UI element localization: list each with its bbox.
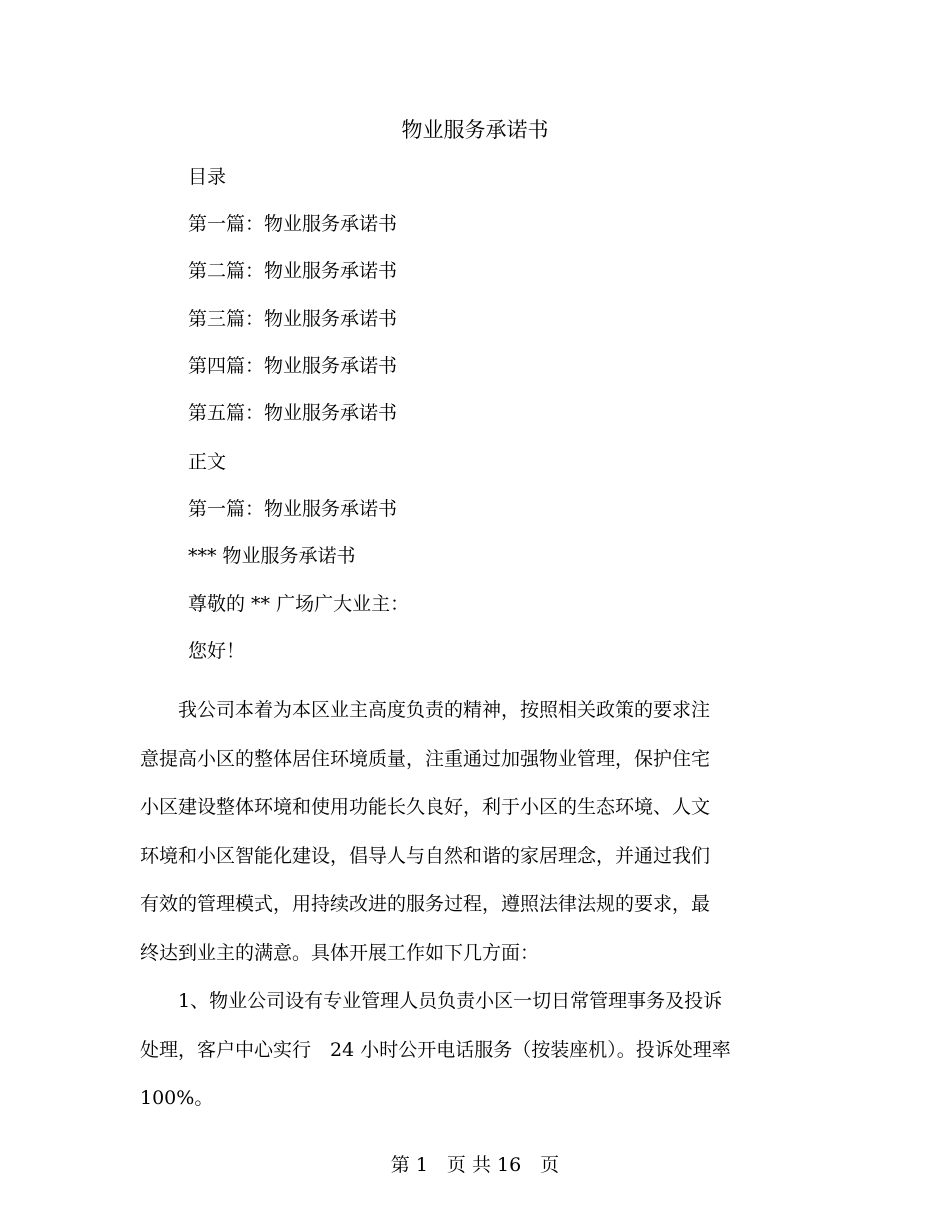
document-title: 物业服务承诺书 <box>401 118 549 142</box>
paragraph-line: 100%。 <box>140 1087 214 1109</box>
paragraph-line: 环境和小区智能化建设，倡导人与自然和谐的家居理念，并通过我们 <box>140 844 711 867</box>
toc-item-4: 第四篇：物业服务承诺书 <box>188 355 398 377</box>
body-heading: 正文 <box>188 451 227 473</box>
toc-item-2: 第二篇：物业服务承诺书 <box>188 260 398 282</box>
chapter-title: 第一篇：物业服务承诺书 <box>188 498 398 520</box>
toc-item-3: 第三篇：物业服务承诺书 <box>188 308 398 330</box>
paragraph-line: 意提高小区的整体居住环境质量，注重通过加强物业管理，保护住宅 <box>140 747 711 770</box>
paragraph-line: 小区建设整体环境和使用功能长久良好，利于小区的生态环境、人文 <box>140 796 711 818</box>
toc-item-1: 第一篇：物业服务承诺书 <box>188 213 398 235</box>
letter-body <box>140 686 780 1123</box>
greeting: 您好！ <box>188 640 246 662</box>
page-footer: 第 1 页 共 16 页 <box>390 1154 560 1176</box>
paragraph-line: 我公司本着为本区业主高度负责的精神，按照相关政策的要求注 <box>140 699 711 721</box>
paragraph-line: 有效的管理模式，用持续改进的服务过程，遵照法律法规的要求，最 <box>140 893 711 915</box>
letter-subtitle: *** 物业服务承诺书 <box>188 545 356 567</box>
toc-heading: 目录 <box>188 166 227 188</box>
paragraph-line: 处理，客户中心实行 24 小时公开电话服务（按装座机）。投诉处理率 <box>140 1038 731 1061</box>
toc-item-5: 第五篇：物业服务承诺书 <box>188 402 398 424</box>
paragraph-line: 1、物业公司设有专业管理人员负责小区一切日常管理事务及投诉 <box>140 990 723 1012</box>
paragraph-line: 终达到业主的满意。具体开展工作如下几方面： <box>140 941 540 964</box>
salutation: 尊敬的 ** 广场广大业主： <box>188 593 410 615</box>
